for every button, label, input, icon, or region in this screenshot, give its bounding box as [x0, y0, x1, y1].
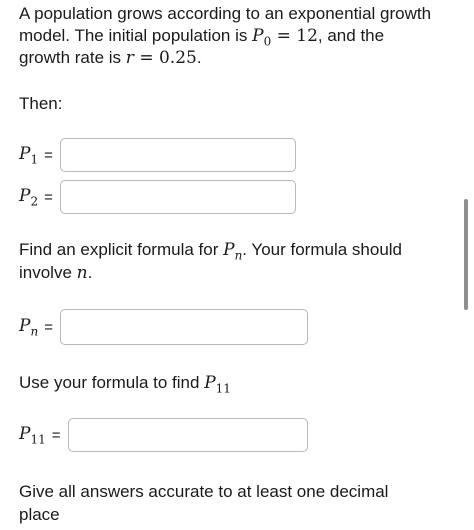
p11-symbol-inline: $P_{11}$ — [204, 373, 231, 396]
p2-input[interactable] — [60, 180, 296, 214]
pn-input[interactable] — [60, 309, 308, 345]
use-formula-text: Use your formula to find — [19, 373, 200, 392]
pn-row — [19, 309, 308, 345]
p1-label: $P_1$ — [19, 143, 39, 167]
intro-line-1 — [19, 3, 431, 25]
vertical-scrollbar[interactable] — [464, 199, 468, 310]
pn-equals: = — [44, 318, 53, 336]
p2-equals: = — [44, 188, 53, 206]
pn-symbol: $P_n$ — [223, 240, 243, 263]
intro-text-3a: growth rate is — [19, 48, 122, 67]
intro-text-3b: . — [196, 48, 202, 67]
p11-label: $P_{11}$ — [19, 423, 46, 447]
formula-text-2a: involve — [19, 263, 72, 282]
p2-label: $P_2$ — [19, 185, 39, 209]
footer-line-1: Give all answers accurate to at least one decimal — [19, 482, 389, 501]
then-label: Then: — [19, 94, 63, 113]
formula-text-1b: . Your formula should — [242, 240, 403, 259]
formula-text-2b: . — [87, 263, 93, 282]
intro-text-2a: model. The initial population is — [19, 26, 248, 45]
footer-line-2: place — [19, 505, 60, 524]
p1-input[interactable] — [60, 138, 296, 172]
formula-prompt-line-2 — [19, 262, 92, 284]
intro-text-2b: , and the — [317, 26, 385, 45]
p11-row — [19, 418, 308, 452]
formula-text-1a: Find an explicit formula for — [19, 240, 219, 259]
p0-value: = 12 — [271, 26, 318, 46]
r-symbol: r — [125, 48, 134, 68]
intro-text-1: A population grows according to an exponential growth — [19, 4, 432, 23]
use-formula-line — [19, 372, 231, 399]
p2-row — [19, 180, 296, 214]
p1-equals: = — [44, 146, 53, 164]
pn-label: $P_n$ — [19, 315, 39, 339]
intro-line-3 — [19, 47, 202, 69]
p11-equals: = — [51, 426, 61, 444]
p11-input[interactable] — [68, 418, 308, 452]
p1-row — [19, 138, 296, 172]
n-symbol: n — [76, 263, 88, 283]
p0-symbol: $P_0$ — [252, 26, 272, 49]
r-value: = 0.25 — [133, 48, 197, 68]
